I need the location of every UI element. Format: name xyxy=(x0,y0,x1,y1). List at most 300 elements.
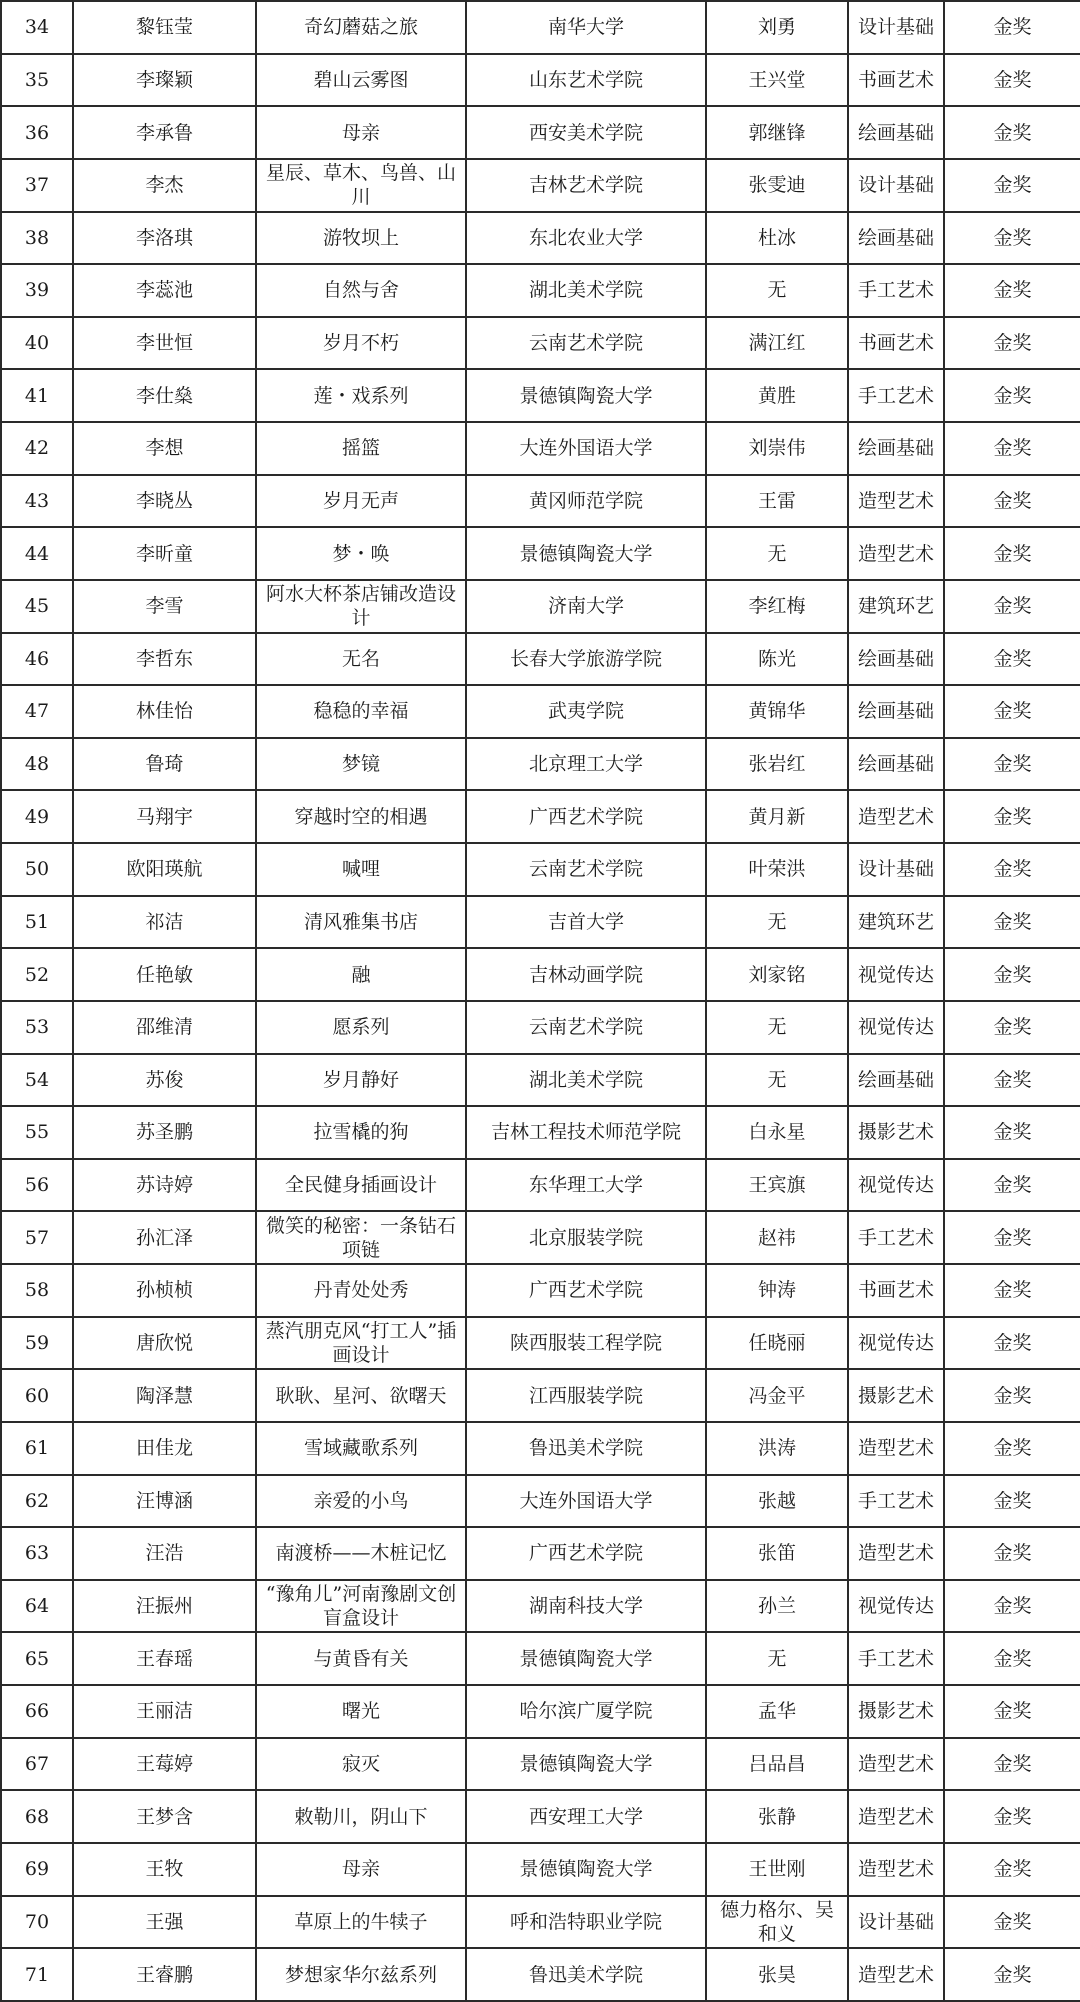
teacher-cell: 王兴堂 xyxy=(706,54,848,107)
award-cell: 金奖 xyxy=(944,1738,1080,1791)
name-cell: 唐欣悦 xyxy=(73,1317,256,1370)
table-row xyxy=(1,685,1080,738)
name-cell: 李晓丛 xyxy=(73,475,256,528)
school-cell: 景德镇陶瓷大学 xyxy=(466,1843,706,1896)
school-cell: 云南艺术学院 xyxy=(466,317,706,370)
table-row xyxy=(1,212,1080,265)
name-cell: 李昕童 xyxy=(73,527,256,580)
number-cell: 60 xyxy=(1,1369,73,1422)
table-row xyxy=(1,580,1080,633)
work-title-cell: 草原上的牛犊子 xyxy=(256,1896,466,1949)
work-title-cell: 摇篮 xyxy=(256,422,466,475)
work-title-cell: 丹青处处秀 xyxy=(256,1264,466,1317)
name-cell: 邵维清 xyxy=(73,1001,256,1054)
teacher-cell: 吕品昌 xyxy=(706,1738,848,1791)
award-cell: 金奖 xyxy=(944,212,1080,265)
category-cell: 视觉传达 xyxy=(848,1001,944,1054)
name-cell: 苏诗婷 xyxy=(73,1159,256,1212)
teacher-cell: 德力格尔、吴和义 xyxy=(706,1896,848,1949)
number-cell: 40 xyxy=(1,317,73,370)
name-cell: 李承鲁 xyxy=(73,106,256,159)
number-cell: 69 xyxy=(1,1843,73,1896)
work-title-cell: 梦・唤 xyxy=(256,527,466,580)
work-title-cell: 微笑的秘密：一条钻石项链 xyxy=(256,1211,466,1264)
name-cell: 马翔宇 xyxy=(73,790,256,843)
name-cell: 陶泽慧 xyxy=(73,1369,256,1422)
name-cell: 王莓婷 xyxy=(73,1738,256,1791)
school-cell: 西安理工大学 xyxy=(466,1790,706,1843)
name-cell: 李仕燊 xyxy=(73,369,256,422)
table-row xyxy=(1,1632,1080,1685)
table-row xyxy=(1,790,1080,843)
table-row xyxy=(1,1264,1080,1317)
teacher-cell: 赵祎 xyxy=(706,1211,848,1264)
work-title-cell: 岁月不朽 xyxy=(256,317,466,370)
award-cell: 金奖 xyxy=(944,633,1080,686)
category-cell: 建筑环艺 xyxy=(848,896,944,949)
category-cell: 绘画基础 xyxy=(848,685,944,738)
teacher-cell: 任晓丽 xyxy=(706,1317,848,1370)
table-row xyxy=(1,1159,1080,1212)
name-cell: 汪振州 xyxy=(73,1580,256,1633)
table-row xyxy=(1,1422,1080,1475)
school-cell: 湖北美术学院 xyxy=(466,1054,706,1107)
table-row xyxy=(1,1527,1080,1580)
name-cell: 李杰 xyxy=(73,159,256,212)
teacher-cell: 叶荣洪 xyxy=(706,843,848,896)
number-cell: 63 xyxy=(1,1527,73,1580)
award-cell: 金奖 xyxy=(944,1159,1080,1212)
school-cell: 大连外国语大学 xyxy=(466,1475,706,1528)
work-title-cell: 亲爱的小鸟 xyxy=(256,1475,466,1528)
table-row xyxy=(1,1843,1080,1896)
category-cell: 摄影艺术 xyxy=(848,1369,944,1422)
table-row xyxy=(1,1948,1080,2001)
number-cell: 59 xyxy=(1,1317,73,1370)
table-row xyxy=(1,1896,1080,1949)
category-cell: 手工艺术 xyxy=(848,1475,944,1528)
name-cell: 鲁琦 xyxy=(73,738,256,791)
teacher-cell: 郭继锋 xyxy=(706,106,848,159)
school-cell: 呼和浩特职业学院 xyxy=(466,1896,706,1949)
teacher-cell: 孟华 xyxy=(706,1685,848,1738)
number-cell: 52 xyxy=(1,948,73,1001)
school-cell: 吉林艺术学院 xyxy=(466,159,706,212)
name-cell: 李洛琪 xyxy=(73,212,256,265)
number-cell: 43 xyxy=(1,475,73,528)
number-cell: 37 xyxy=(1,159,73,212)
award-cell: 金奖 xyxy=(944,1632,1080,1685)
category-cell: 造型艺术 xyxy=(848,1422,944,1475)
category-cell: 摄影艺术 xyxy=(848,1106,944,1159)
table-row xyxy=(1,1738,1080,1791)
teacher-cell: 陈光 xyxy=(706,633,848,686)
table-row xyxy=(1,896,1080,949)
name-cell: 李璨颖 xyxy=(73,54,256,107)
category-cell: 书画艺术 xyxy=(848,54,944,107)
teacher-cell: 孙兰 xyxy=(706,1580,848,1633)
work-title-cell: 无名 xyxy=(256,633,466,686)
teacher-cell: 钟涛 xyxy=(706,1264,848,1317)
category-cell: 造型艺术 xyxy=(848,790,944,843)
category-cell: 绘画基础 xyxy=(848,106,944,159)
school-cell: 长春大学旅游学院 xyxy=(466,633,706,686)
award-cell: 金奖 xyxy=(944,422,1080,475)
table-row xyxy=(1,633,1080,686)
teacher-cell: 无 xyxy=(706,527,848,580)
award-cell: 金奖 xyxy=(944,1106,1080,1159)
number-cell: 39 xyxy=(1,264,73,317)
number-cell: 34 xyxy=(1,1,73,54)
work-title-cell: 莲・戏系列 xyxy=(256,369,466,422)
school-cell: 南华大学 xyxy=(466,1,706,54)
category-cell: 造型艺术 xyxy=(848,1527,944,1580)
category-cell: 绘画基础 xyxy=(848,422,944,475)
award-cell: 金奖 xyxy=(944,843,1080,896)
table-row xyxy=(1,317,1080,370)
school-cell: 山东艺术学院 xyxy=(466,54,706,107)
teacher-cell: 刘勇 xyxy=(706,1,848,54)
work-title-cell: 全民健身插画设计 xyxy=(256,1159,466,1212)
work-title-cell: 游牧坝上 xyxy=(256,212,466,265)
award-cell: 金奖 xyxy=(944,1,1080,54)
school-cell: 济南大学 xyxy=(466,580,706,633)
name-cell: 王丽洁 xyxy=(73,1685,256,1738)
teacher-cell: 王世刚 xyxy=(706,1843,848,1896)
school-cell: 鲁迅美术学院 xyxy=(466,1948,706,2001)
work-title-cell: 碧山云雾图 xyxy=(256,54,466,107)
table-row xyxy=(1,159,1080,212)
teacher-cell: 无 xyxy=(706,896,848,949)
name-cell: 王梦含 xyxy=(73,1790,256,1843)
name-cell: 李蕊池 xyxy=(73,264,256,317)
name-cell: 李哲东 xyxy=(73,633,256,686)
category-cell: 设计基础 xyxy=(848,159,944,212)
number-cell: 49 xyxy=(1,790,73,843)
teacher-cell: 王雷 xyxy=(706,475,848,528)
table-row xyxy=(1,1580,1080,1633)
school-cell: 江西服装学院 xyxy=(466,1369,706,1422)
table-row xyxy=(1,738,1080,791)
school-cell: 吉林动画学院 xyxy=(466,948,706,1001)
work-title-cell: 自然与舍 xyxy=(256,264,466,317)
work-title-cell: 母亲 xyxy=(256,1843,466,1896)
school-cell: 湖南科技大学 xyxy=(466,1580,706,1633)
teacher-cell: 张岩红 xyxy=(706,738,848,791)
teacher-cell: 张静 xyxy=(706,1790,848,1843)
number-cell: 65 xyxy=(1,1632,73,1685)
number-cell: 62 xyxy=(1,1475,73,1528)
category-cell: 手工艺术 xyxy=(848,264,944,317)
name-cell: 汪浩 xyxy=(73,1527,256,1580)
number-cell: 55 xyxy=(1,1106,73,1159)
name-cell: 王强 xyxy=(73,1896,256,1949)
category-cell: 书画艺术 xyxy=(848,1264,944,1317)
name-cell: 王牧 xyxy=(73,1843,256,1896)
school-cell: 景德镇陶瓷大学 xyxy=(466,1632,706,1685)
number-cell: 47 xyxy=(1,685,73,738)
number-cell: 41 xyxy=(1,369,73,422)
table-row xyxy=(1,948,1080,1001)
teacher-cell: 黄锦华 xyxy=(706,685,848,738)
work-title-cell: 愿系列 xyxy=(256,1001,466,1054)
award-cell: 金奖 xyxy=(944,1790,1080,1843)
number-cell: 51 xyxy=(1,896,73,949)
teacher-cell: 杜冰 xyxy=(706,212,848,265)
table-row xyxy=(1,1790,1080,1843)
school-cell: 武夷学院 xyxy=(466,685,706,738)
table-row xyxy=(1,1685,1080,1738)
name-cell: 李想 xyxy=(73,422,256,475)
number-cell: 45 xyxy=(1,580,73,633)
number-cell: 46 xyxy=(1,633,73,686)
work-title-cell: 南渡桥——木桩记忆 xyxy=(256,1527,466,1580)
work-title-cell: 梦镜 xyxy=(256,738,466,791)
name-cell: 祁洁 xyxy=(73,896,256,949)
name-cell: 田佳龙 xyxy=(73,1422,256,1475)
award-cell: 金奖 xyxy=(944,1475,1080,1528)
name-cell: 孙汇泽 xyxy=(73,1211,256,1264)
award-cell: 金奖 xyxy=(944,1843,1080,1896)
number-cell: 35 xyxy=(1,54,73,107)
name-cell: 黎钰莹 xyxy=(73,1,256,54)
name-cell: 汪博涵 xyxy=(73,1475,256,1528)
school-cell: 广西艺术学院 xyxy=(466,1264,706,1317)
award-cell: 金奖 xyxy=(944,1685,1080,1738)
teacher-cell: 无 xyxy=(706,1054,848,1107)
category-cell: 绘画基础 xyxy=(848,633,944,686)
award-cell: 金奖 xyxy=(944,896,1080,949)
school-cell: 哈尔滨广厦学院 xyxy=(466,1685,706,1738)
award-cell: 金奖 xyxy=(944,685,1080,738)
award-cell: 金奖 xyxy=(944,475,1080,528)
school-cell: 云南艺术学院 xyxy=(466,843,706,896)
award-cell: 金奖 xyxy=(944,1211,1080,1264)
school-cell: 东北农业大学 xyxy=(466,212,706,265)
category-cell: 摄影艺术 xyxy=(848,1685,944,1738)
school-cell: 广西艺术学院 xyxy=(466,790,706,843)
number-cell: 50 xyxy=(1,843,73,896)
award-cell: 金奖 xyxy=(944,790,1080,843)
number-cell: 67 xyxy=(1,1738,73,1791)
category-cell: 造型艺术 xyxy=(848,1948,944,2001)
category-cell: 手工艺术 xyxy=(848,1632,944,1685)
name-cell: 孙桢桢 xyxy=(73,1264,256,1317)
category-cell: 造型艺术 xyxy=(848,1738,944,1791)
number-cell: 56 xyxy=(1,1159,73,1212)
table-row xyxy=(1,1475,1080,1528)
category-cell: 视觉传达 xyxy=(848,1317,944,1370)
award-cell: 金奖 xyxy=(944,159,1080,212)
school-cell: 大连外国语大学 xyxy=(466,422,706,475)
work-title-cell: 稳稳的幸福 xyxy=(256,685,466,738)
school-cell: 西安美术学院 xyxy=(466,106,706,159)
award-cell: 金奖 xyxy=(944,738,1080,791)
category-cell: 建筑环艺 xyxy=(848,580,944,633)
number-cell: 54 xyxy=(1,1054,73,1107)
award-cell: 金奖 xyxy=(944,1896,1080,1949)
category-cell: 设计基础 xyxy=(848,1896,944,1949)
work-title-cell: 融 xyxy=(256,948,466,1001)
school-cell: 景德镇陶瓷大学 xyxy=(466,369,706,422)
name-cell: 王春瑶 xyxy=(73,1632,256,1685)
work-title-cell: 母亲 xyxy=(256,106,466,159)
table-row xyxy=(1,1054,1080,1107)
category-cell: 手工艺术 xyxy=(848,369,944,422)
number-cell: 70 xyxy=(1,1896,73,1949)
work-title-cell: 雪域藏歌系列 xyxy=(256,1422,466,1475)
table-body xyxy=(1,1,1080,2001)
work-title-cell: 曙光 xyxy=(256,1685,466,1738)
school-cell: 吉首大学 xyxy=(466,896,706,949)
name-cell: 李世恒 xyxy=(73,317,256,370)
teacher-cell: 无 xyxy=(706,1632,848,1685)
work-title-cell: 清风雅集书店 xyxy=(256,896,466,949)
award-cell: 金奖 xyxy=(944,317,1080,370)
award-cell: 金奖 xyxy=(944,1264,1080,1317)
teacher-cell: 张越 xyxy=(706,1475,848,1528)
teacher-cell: 黄月新 xyxy=(706,790,848,843)
teacher-cell: 张笛 xyxy=(706,1527,848,1580)
category-cell: 造型艺术 xyxy=(848,1790,944,1843)
number-cell: 38 xyxy=(1,212,73,265)
work-title-cell: 奇幻蘑菇之旅 xyxy=(256,1,466,54)
school-cell: 北京理工大学 xyxy=(466,738,706,791)
work-title-cell: 拉雪橇的狗 xyxy=(256,1106,466,1159)
work-title-cell: 敕勒川，阴山下 xyxy=(256,1790,466,1843)
teacher-cell: 刘家铭 xyxy=(706,948,848,1001)
work-title-cell: 梦想家华尔兹系列 xyxy=(256,1948,466,2001)
work-title-cell: 星辰、草木、鸟兽、山川 xyxy=(256,159,466,212)
name-cell: 苏俊 xyxy=(73,1054,256,1107)
table-row xyxy=(1,1369,1080,1422)
award-cell: 金奖 xyxy=(944,106,1080,159)
award-cell: 金奖 xyxy=(944,1369,1080,1422)
category-cell: 视觉传达 xyxy=(848,1580,944,1633)
teacher-cell: 冯金平 xyxy=(706,1369,848,1422)
work-title-cell: “豫角儿”河南豫剧文创盲盒设计 xyxy=(256,1580,466,1633)
table-row xyxy=(1,369,1080,422)
work-title-cell: 蒸汽朋克风“打工人”插画设计 xyxy=(256,1317,466,1370)
teacher-cell: 洪涛 xyxy=(706,1422,848,1475)
award-cell: 金奖 xyxy=(944,1001,1080,1054)
teacher-cell: 李红梅 xyxy=(706,580,848,633)
teacher-cell: 王宾旗 xyxy=(706,1159,848,1212)
award-cell: 金奖 xyxy=(944,1054,1080,1107)
number-cell: 44 xyxy=(1,527,73,580)
award-cell: 金奖 xyxy=(944,1527,1080,1580)
table-row xyxy=(1,264,1080,317)
teacher-cell: 无 xyxy=(706,264,848,317)
table-row xyxy=(1,1317,1080,1370)
name-cell: 任艳敏 xyxy=(73,948,256,1001)
award-cell: 金奖 xyxy=(944,1948,1080,2001)
number-cell: 71 xyxy=(1,1948,73,2001)
table-row xyxy=(1,1211,1080,1264)
teacher-cell: 满江红 xyxy=(706,317,848,370)
table-row xyxy=(1,1,1080,54)
award-cell: 金奖 xyxy=(944,527,1080,580)
work-title-cell: 岁月无声 xyxy=(256,475,466,528)
name-cell: 林佳怡 xyxy=(73,685,256,738)
school-cell: 景德镇陶瓷大学 xyxy=(466,1738,706,1791)
teacher-cell: 张昊 xyxy=(706,1948,848,2001)
award-cell: 金奖 xyxy=(944,1580,1080,1633)
table-row xyxy=(1,527,1080,580)
category-cell: 视觉传达 xyxy=(848,1159,944,1212)
category-cell: 造型艺术 xyxy=(848,1843,944,1896)
teacher-cell: 黄胜 xyxy=(706,369,848,422)
table-row xyxy=(1,1001,1080,1054)
school-cell: 吉林工程技术师范学院 xyxy=(466,1106,706,1159)
work-title-cell: 寂灭 xyxy=(256,1738,466,1791)
table-row xyxy=(1,843,1080,896)
category-cell: 设计基础 xyxy=(848,843,944,896)
work-title-cell: 岁月静好 xyxy=(256,1054,466,1107)
teacher-cell: 张雯迪 xyxy=(706,159,848,212)
category-cell: 绘画基础 xyxy=(848,1054,944,1107)
work-title-cell: 穿越时空的相遇 xyxy=(256,790,466,843)
school-cell: 鲁迅美术学院 xyxy=(466,1422,706,1475)
category-cell: 绘画基础 xyxy=(848,212,944,265)
number-cell: 66 xyxy=(1,1685,73,1738)
category-cell: 设计基础 xyxy=(848,1,944,54)
school-cell: 黄冈师范学院 xyxy=(466,475,706,528)
award-cell: 金奖 xyxy=(944,1317,1080,1370)
table-row xyxy=(1,475,1080,528)
school-cell: 北京服装学院 xyxy=(466,1211,706,1264)
school-cell: 广西艺术学院 xyxy=(466,1527,706,1580)
teacher-cell: 白永星 xyxy=(706,1106,848,1159)
school-cell: 云南艺术学院 xyxy=(466,1001,706,1054)
number-cell: 48 xyxy=(1,738,73,791)
category-cell: 绘画基础 xyxy=(848,738,944,791)
teacher-cell: 无 xyxy=(706,1001,848,1054)
name-cell: 李雪 xyxy=(73,580,256,633)
table-row xyxy=(1,54,1080,107)
number-cell: 57 xyxy=(1,1211,73,1264)
table-row xyxy=(1,1106,1080,1159)
category-cell: 造型艺术 xyxy=(848,527,944,580)
name-cell: 苏圣鹏 xyxy=(73,1106,256,1159)
category-cell: 视觉传达 xyxy=(848,948,944,1001)
name-cell: 王睿鹏 xyxy=(73,1948,256,2001)
award-cell: 金奖 xyxy=(944,54,1080,107)
teacher-cell: 刘崇伟 xyxy=(706,422,848,475)
school-cell: 东华理工大学 xyxy=(466,1159,706,1212)
number-cell: 64 xyxy=(1,1580,73,1633)
award-cell: 金奖 xyxy=(944,580,1080,633)
award-cell: 金奖 xyxy=(944,369,1080,422)
table-row xyxy=(1,106,1080,159)
number-cell: 58 xyxy=(1,1264,73,1317)
award-cell: 金奖 xyxy=(944,264,1080,317)
number-cell: 68 xyxy=(1,1790,73,1843)
school-cell: 陕西服装工程学院 xyxy=(466,1317,706,1370)
table-row xyxy=(1,422,1080,475)
work-title-cell: 阿水大杯茶店铺改造设计 xyxy=(256,580,466,633)
number-cell: 53 xyxy=(1,1001,73,1054)
category-cell: 造型艺术 xyxy=(848,475,944,528)
award-cell: 金奖 xyxy=(944,948,1080,1001)
school-cell: 景德镇陶瓷大学 xyxy=(466,527,706,580)
number-cell: 61 xyxy=(1,1422,73,1475)
name-cell: 欧阳瑛航 xyxy=(73,843,256,896)
number-cell: 36 xyxy=(1,106,73,159)
category-cell: 手工艺术 xyxy=(848,1211,944,1264)
school-cell: 湖北美术学院 xyxy=(466,264,706,317)
award-cell: 金奖 xyxy=(944,1422,1080,1475)
